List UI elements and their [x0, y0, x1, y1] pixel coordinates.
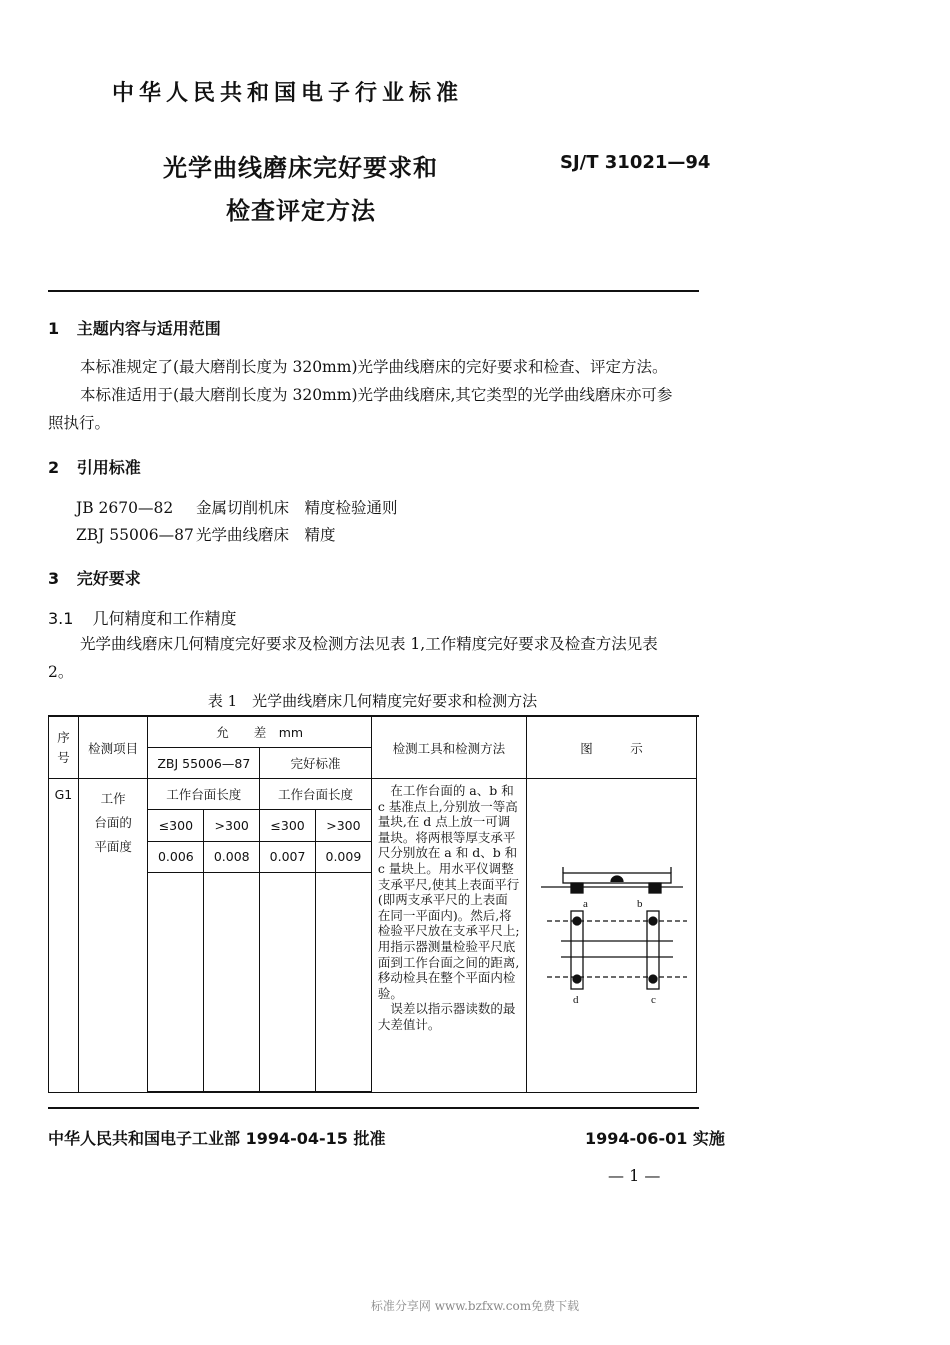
- section-2-title: 引用标准: [76, 458, 141, 477]
- header-zbj: ZBJ 55006—87: [148, 748, 260, 779]
- limit-cell: ≤300: [260, 810, 316, 841]
- table-caption: 表 1 光学曲线磨床几何精度完好要求和检测方法: [207, 692, 538, 710]
- row-seq: G1: [49, 779, 79, 1093]
- section-3-1-heading: [48, 606, 237, 629]
- reference-title: 金属切削机床 精度检验通则: [196, 499, 398, 517]
- support-block-right: [649, 883, 661, 893]
- reference-item: [76, 496, 398, 518]
- row-item: 工作 台面的 平面度: [78, 779, 148, 1093]
- header-figure: 图 示: [526, 717, 696, 779]
- standard-code: SJ/T 31021—94: [560, 152, 711, 173]
- reference-title: 光学曲线磨床 精度: [196, 526, 336, 544]
- section-1-para-1: 本标准规定了(最大磨削长度为 320mm)光学曲线磨床的完好要求和检查、评定方法。: [80, 358, 668, 376]
- label-c: c: [650, 994, 656, 1006]
- section-3-1-para-a: 光学曲线磨床几何精度完好要求及检测方法见表 1,工作精度完好要求及检查方法见表: [80, 635, 658, 653]
- footer-rule: [48, 1107, 699, 1109]
- gauge-block-c: [649, 975, 657, 983]
- header-tolerance: 允 差 mm: [148, 717, 371, 748]
- section-3-1-title: 几何精度和工作精度: [92, 609, 237, 628]
- page-number: — 1 —: [608, 1166, 661, 1185]
- section-3-number: 3: [48, 569, 60, 588]
- section-3-1-number: 3.1: [48, 609, 74, 628]
- watermark: 标准分享网 www.bzfxw.com免费下载: [370, 1299, 580, 1313]
- figure-cell: [526, 779, 696, 1093]
- tolerance-value: 0.009: [315, 841, 371, 872]
- limit-cell: ≤300: [148, 810, 204, 841]
- tolerance-value: 0.007: [260, 841, 316, 872]
- label-d: d: [572, 994, 579, 1006]
- method-text: 在工作台面的 a、b 和 c 基准点上,分别放一等高量块,在 d 点上放一可调量块。将两根等厚支承平尺分别放在 a 和 d、b 和 c 量块上。用水平仪调整支承平尺,使其上表面平行(即两支承平尺的上表面在同一平面内)。然后,将检验平尺放在支承平尺上;用指示器测量检验平尺底面到工作台面之间的距离,移动检具在整个平面内检验。 误差以指示器读数的最大差值计。: [371, 779, 526, 1093]
- approval-text: 中华人民共和国电子工业部 1994-04-15 批准: [48, 1129, 386, 1148]
- tolerance-value: 0.006: [148, 841, 204, 872]
- length-label-zbj: 工作台面长度: [148, 779, 260, 810]
- reference-code: JB 2670—82: [76, 499, 174, 517]
- section-3-heading: [48, 566, 141, 589]
- gauge-block-d: [573, 975, 581, 983]
- section-2-heading: [48, 455, 141, 478]
- indicator-icon: [611, 876, 623, 882]
- length-label-good: 工作台面长度: [260, 779, 372, 810]
- reference-item: [76, 523, 336, 545]
- gauge-block-b: [649, 917, 657, 925]
- section-1-para-2b: 照执行。: [48, 414, 111, 432]
- section-3-title: 完好要求: [76, 569, 141, 588]
- label-a: a: [582, 898, 588, 910]
- section-1-heading: [48, 316, 221, 339]
- section-1-title: 主题内容与适用范围: [76, 319, 221, 338]
- limit-cell: >300: [315, 810, 371, 841]
- org-header: 中华人民共和国电子行业标准: [112, 81, 464, 106]
- header-seq: 序 号: [49, 717, 79, 779]
- section-3-1-para-b: 2。: [48, 663, 74, 681]
- section-2-number: 2: [48, 458, 60, 477]
- header-good: 完好标准: [260, 748, 372, 779]
- label-b: b: [636, 898, 643, 910]
- section-1-number: 1: [48, 319, 60, 338]
- implementation-text: 1994-06-01 实施: [585, 1129, 725, 1148]
- precision-table: [48, 716, 697, 1093]
- support-block-left: [571, 883, 583, 893]
- section-1-para-2a: 本标准适用于(最大磨削长度为 320mm)光学曲线磨床,其它类型的光学曲线磨床亦可参: [80, 386, 673, 404]
- flatness-diagram: [527, 779, 696, 1089]
- top-rule: [48, 290, 699, 292]
- doc-title-line1: 光学曲线磨床完好要求和: [163, 154, 438, 182]
- doc-title-line2: 检查评定方法: [226, 197, 376, 225]
- reference-code: ZBJ 55006—87: [76, 526, 194, 544]
- limit-cell: >300: [204, 810, 260, 841]
- tolerance-value: 0.008: [204, 841, 260, 872]
- gauge-block-a: [573, 917, 581, 925]
- header-method: 检测工具和检测方法: [371, 717, 526, 779]
- header-item: 检测项目: [78, 717, 148, 779]
